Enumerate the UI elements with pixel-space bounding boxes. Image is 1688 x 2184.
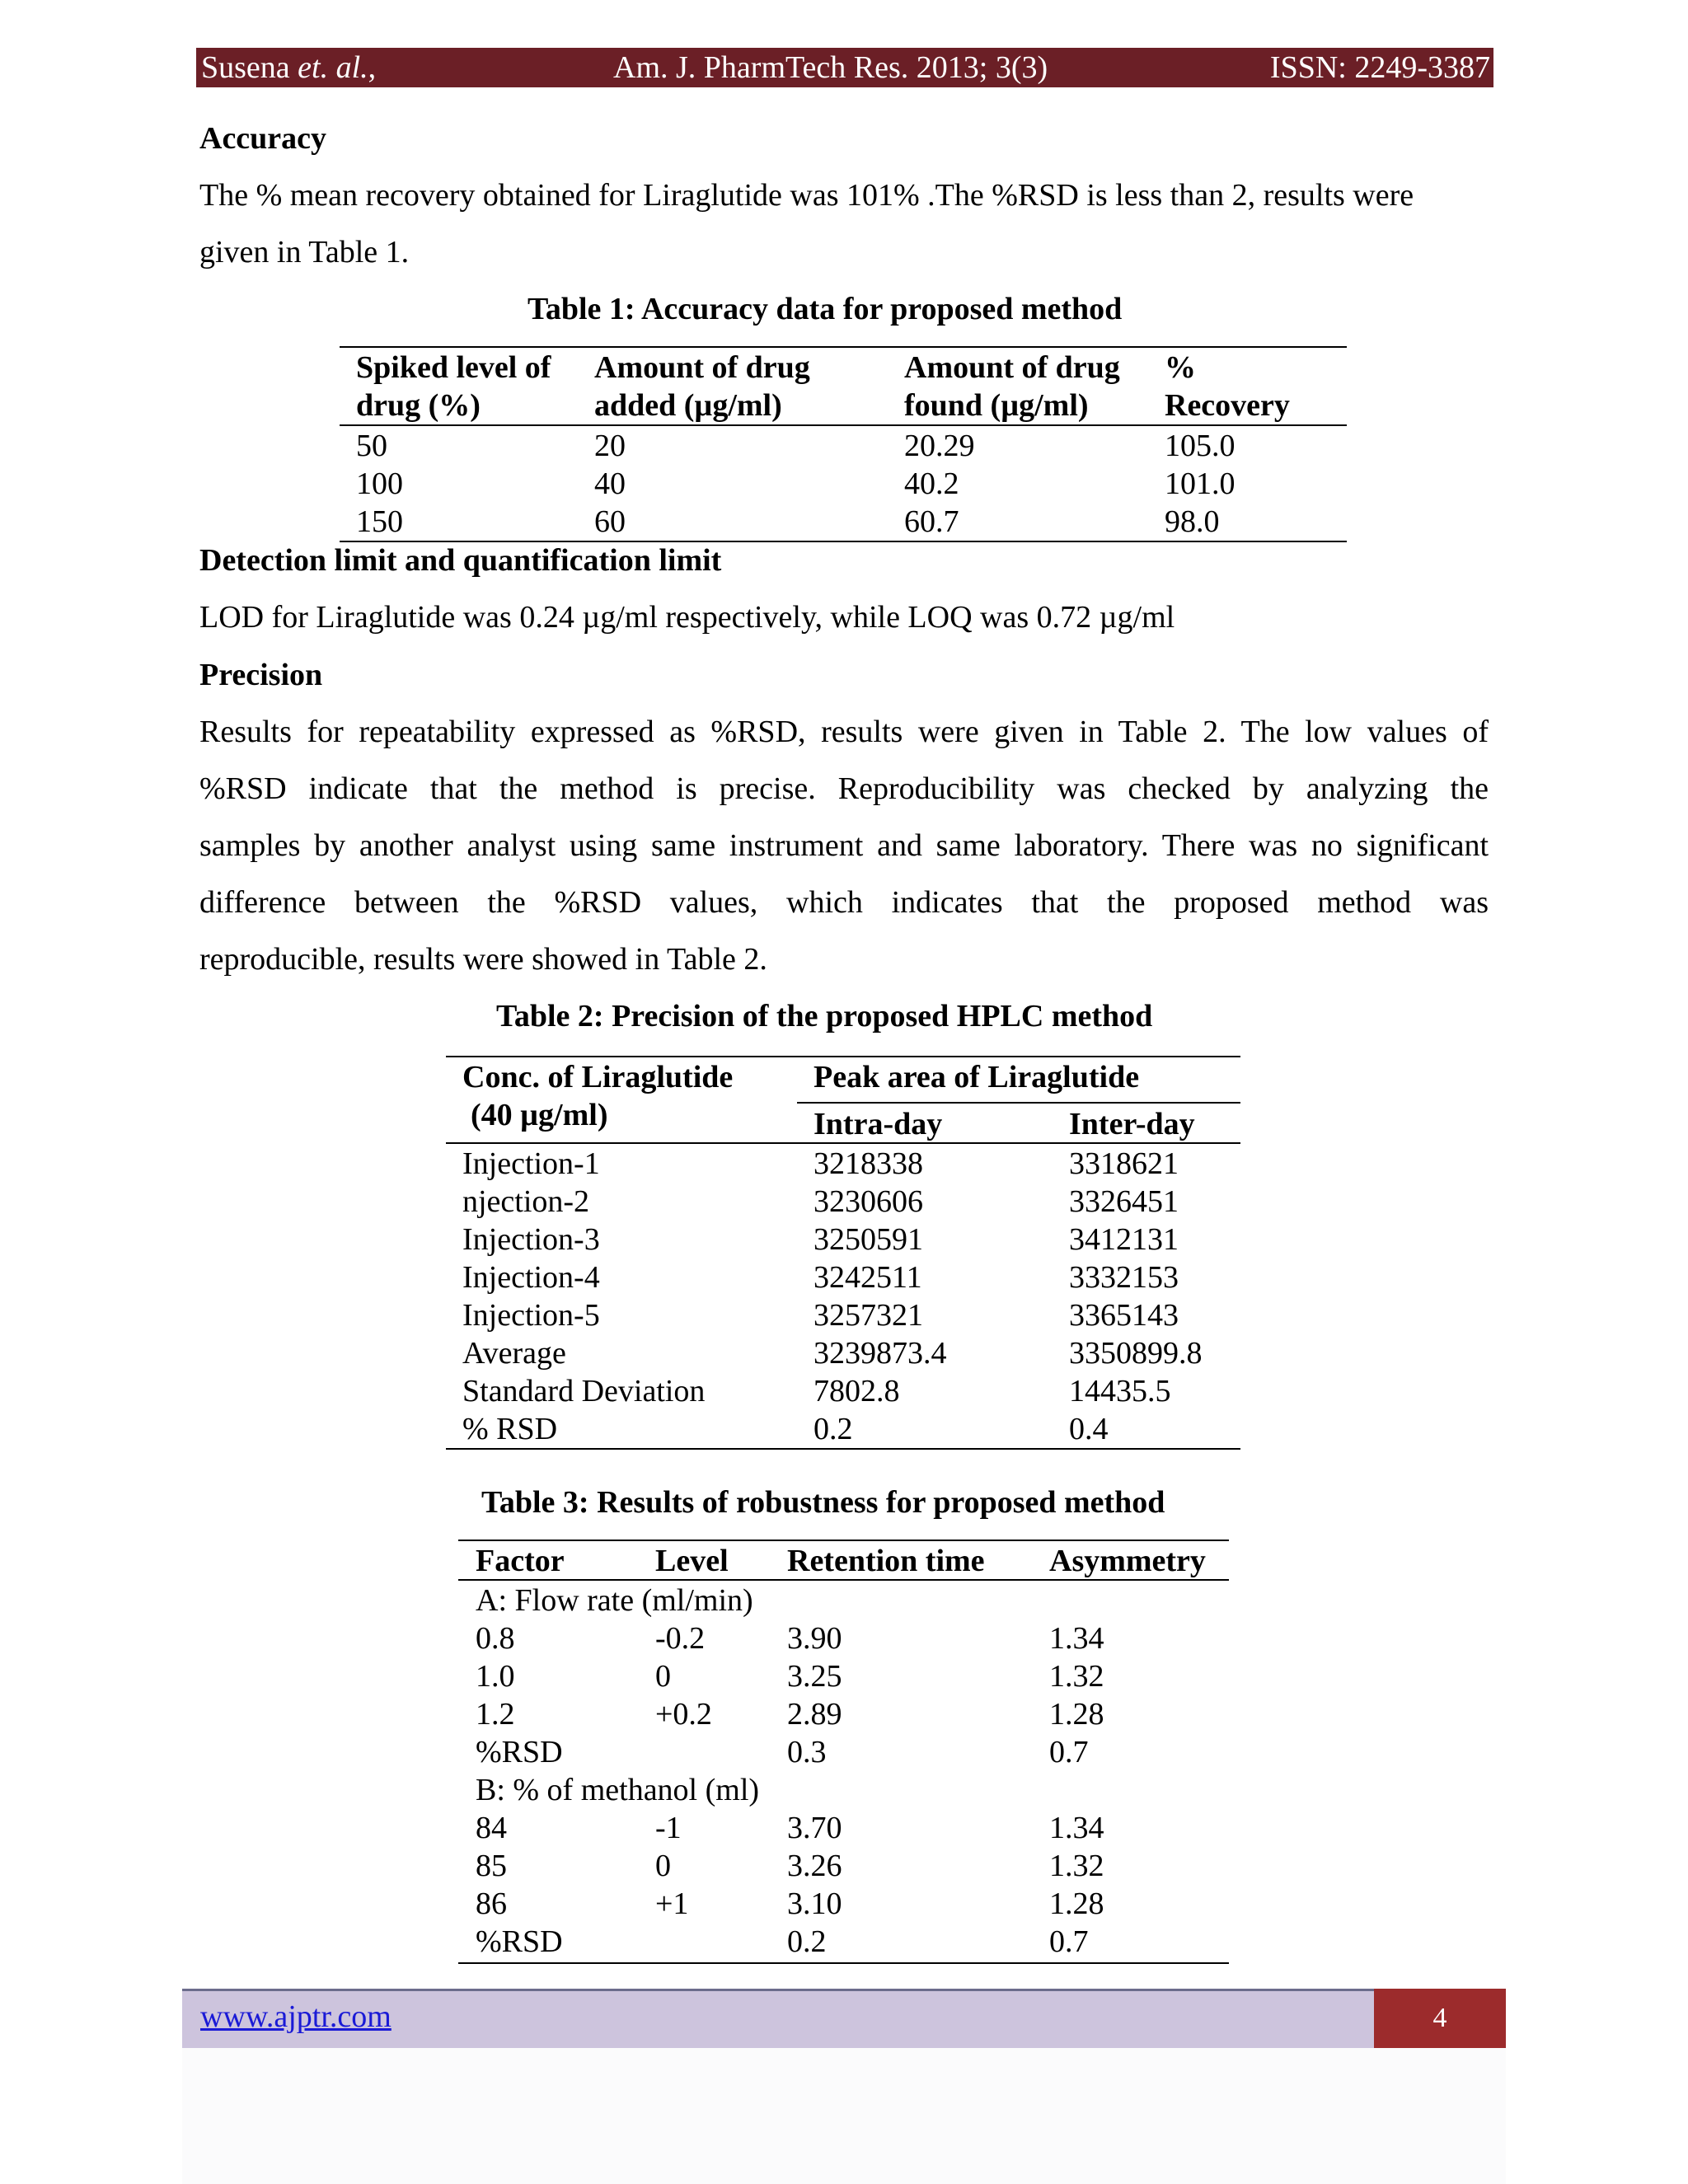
- t2h1a: Conc. of Liraglutide: [462, 1060, 734, 1094]
- table2-row-4-col-3: 3332153: [1069, 1260, 1179, 1295]
- table1-top-rule: [340, 346, 1347, 348]
- header-author-name: Susena: [201, 50, 298, 85]
- table1-header-4: [1165, 349, 1290, 424]
- page-footer: [182, 1989, 1506, 2048]
- table3-a-row-1-col-4: 1.34: [1049, 1621, 1104, 1656]
- detection-text: LOD for Liraglutide was 0.24 µg/ml respectively, while LOQ was 0.72 µg/ml: [199, 600, 1175, 635]
- table3-a-row-2-col-3: 3.25: [787, 1659, 842, 1694]
- table3-a-row-1-col-2: -0.2: [655, 1621, 706, 1656]
- table3-header-retention-time: Retention time: [787, 1544, 985, 1578]
- table3-header-level: Level: [655, 1544, 729, 1578]
- table1-header-1: [356, 349, 551, 424]
- header-author: [201, 49, 376, 86]
- t1h2a: Amount of drug: [594, 350, 810, 385]
- table2-header-conc: [462, 1058, 733, 1134]
- table3-a-row-4-col-4: 0.7: [1049, 1735, 1089, 1769]
- table1-row-1-col-3: 20.29: [904, 429, 975, 463]
- table1-row-2-col-3: 40.2: [904, 466, 959, 501]
- t2h1b: (40 µg/ml): [471, 1098, 608, 1132]
- table2-row-8-col-3: 0.4: [1069, 1412, 1109, 1446]
- table3-a-row-3-col-1: 1.2: [476, 1697, 515, 1732]
- precision-text-line-5: reproducible, results were showed in Table 2.: [199, 942, 767, 977]
- table3-a-row-1-col-3: 3.90: [787, 1621, 842, 1656]
- header-issn: ISSN: 2249-3387: [1269, 50, 1490, 85]
- table3-a-row-4-col-1: %RSD: [476, 1735, 563, 1769]
- table2-row-6-col-1: Average: [462, 1336, 566, 1371]
- table2-row-2-col-2: 3230606: [814, 1184, 923, 1219]
- table3-b-row-1-col-1: 84: [476, 1811, 507, 1845]
- accuracy-text-line-1: The % mean recovery obtained for Liraglutide was 101% .The %RSD is less than 2, results were: [199, 178, 1414, 213]
- table1-row-2-col-1: 100: [356, 466, 403, 501]
- table3-b-row-2-col-2: 0: [655, 1849, 671, 1883]
- table3-b-row-3-col-1: 86: [476, 1886, 507, 1921]
- table1-header-3: [904, 349, 1120, 424]
- table2-row-2-col-3: 3326451: [1069, 1184, 1179, 1219]
- table3-b-row-3-col-3: 3.10: [787, 1886, 842, 1921]
- table1-row-1-col-2: 20: [594, 429, 626, 463]
- precision-text-line-4: difference between the %RSD values, which indicates that the proposed method was: [199, 885, 1489, 920]
- table1-row-2-col-4: 101.0: [1165, 466, 1236, 501]
- footer-url-link[interactable]: www.ajptr.com: [200, 1999, 392, 2034]
- header-etal: et. al.: [298, 50, 368, 85]
- table2-row-3-col-2: 3250591: [814, 1222, 923, 1257]
- table2-row-5-col-1: Injection-5: [462, 1298, 600, 1333]
- table3-a-row-2-col-1: 1.0: [476, 1659, 515, 1694]
- header-comma: ,: [368, 50, 377, 85]
- table1-row-1-col-4: 105.0: [1165, 429, 1236, 463]
- table1-row-2-col-2: 40: [594, 466, 626, 501]
- table2-row-1-col-2: 3218338: [814, 1146, 923, 1181]
- table3-section-a-label: A: Flow rate (ml/min): [476, 1583, 753, 1618]
- table3-section-b-label: B: % of methanol (ml): [476, 1773, 760, 1807]
- table2-row-7-col-3: 14435.5: [1069, 1374, 1171, 1408]
- accuracy-text-line-2: given in Table 1.: [199, 235, 410, 269]
- table2-header-inter-day: Inter-day: [1069, 1107, 1195, 1141]
- t1h3a: Amount of drug: [904, 350, 1120, 385]
- detection-heading: Detection limit and quantification limit: [199, 543, 722, 578]
- table2-row-4-col-2: 3242511: [814, 1260, 922, 1295]
- page-bottom-band: [182, 2048, 1506, 2184]
- table2-row-3-col-3: 3412131: [1069, 1222, 1179, 1257]
- table2-bottom-rule: [446, 1448, 1240, 1450]
- table2-row-2-col-1: njection-2: [462, 1184, 590, 1219]
- table1-header-rule: [340, 424, 1347, 426]
- table2-row-5-col-2: 3257321: [814, 1298, 923, 1333]
- precision-text-line-1: Results for repeatability expressed as %RSD, results were given in Table 2. The low values of: [199, 715, 1489, 749]
- table3-a-row-2-col-2: 0: [655, 1659, 671, 1694]
- accuracy-heading: Accuracy: [199, 121, 327, 156]
- table2-row-6-col-3: 3350899.8: [1069, 1336, 1203, 1371]
- table1-row-1-col-1: 50: [356, 429, 387, 463]
- table2-header-peak-area: Peak area of Liraglutide: [814, 1060, 1140, 1094]
- table2-row-7-col-2: 7802.8: [814, 1374, 900, 1408]
- t1h4b: Recovery: [1165, 388, 1290, 423]
- t1h1b: drug (%): [356, 388, 481, 423]
- precision-text-line-2: %RSD indicate that the method is precise. Reproducibility was checked by analyzing the: [199, 771, 1489, 806]
- table2-caption: Table 2: Precision of the proposed HPLC method: [496, 999, 1153, 1033]
- table1-header-2: [594, 349, 810, 424]
- table2-row-1-col-1: Injection-1: [462, 1146, 600, 1181]
- table3-header-rule: [458, 1579, 1229, 1581]
- t1h1a: Spiked level of: [356, 350, 551, 385]
- table3-a-row-4-col-3: 0.3: [787, 1735, 827, 1769]
- table3-a-row-3-col-4: 1.28: [1049, 1697, 1104, 1732]
- precision-text-line-3: samples by another analyst using same instrument and same laboratory. There was no significant: [199, 828, 1489, 863]
- table3-b-row-1-col-2: -1: [655, 1811, 682, 1845]
- footer-rule: [182, 1989, 1506, 1991]
- table3-header-asymmetry: Asymmetry: [1049, 1544, 1206, 1578]
- table3-b-row-2-col-1: 85: [476, 1849, 507, 1883]
- table1-row-3-col-4: 98.0: [1165, 504, 1220, 539]
- t1h4a: %: [1165, 350, 1196, 385]
- table3-top-rule: [458, 1540, 1229, 1541]
- table3-a-row-2-col-4: 1.32: [1049, 1659, 1104, 1694]
- table3-b-row-2-col-3: 3.26: [787, 1849, 842, 1883]
- table3-b-row-1-col-3: 3.70: [787, 1811, 842, 1845]
- table2-row-6-col-2: 3239873.4: [814, 1336, 947, 1371]
- table2-group-rule: [797, 1102, 1240, 1104]
- table3-a-row-1-col-1: 0.8: [476, 1621, 515, 1656]
- table1-row-3-col-3: 60.7: [904, 504, 959, 539]
- table2-header-intra-day: Intra-day: [814, 1107, 943, 1141]
- page-number: 4: [1374, 1989, 1506, 2048]
- table3-b-row-4-col-1: %RSD: [476, 1924, 563, 1959]
- table2-row-7-col-1: Standard Deviation: [462, 1374, 706, 1408]
- table1-row-3-col-1: 150: [356, 504, 403, 539]
- t1h3b: found (µg/ml): [904, 388, 1089, 423]
- running-header: [196, 48, 1493, 87]
- table2-top-rule: [446, 1056, 1240, 1057]
- table3-b-row-4-col-4: 0.7: [1049, 1924, 1089, 1959]
- table3-b-row-4-col-3: 0.2: [787, 1924, 827, 1959]
- precision-heading: Precision: [199, 658, 323, 692]
- table1-caption: Table 1: Accuracy data for proposed method: [528, 292, 1123, 326]
- table1-row-3-col-2: 60: [594, 504, 626, 539]
- table3-b-row-3-col-2: +1: [655, 1886, 689, 1921]
- table2-header-rule: [446, 1142, 1240, 1144]
- table2-row-3-col-1: Injection-3: [462, 1222, 600, 1257]
- table3-header-factor: Factor: [476, 1544, 565, 1578]
- table3-a-row-3-col-3: 2.89: [787, 1697, 842, 1732]
- table3-a-row-3-col-2: +0.2: [655, 1697, 712, 1732]
- table2-row-1-col-3: 3318621: [1069, 1146, 1179, 1181]
- t1h2b: added (µg/ml): [594, 388, 782, 423]
- table3-bottom-rule: [458, 1962, 1229, 1964]
- table2-row-8-col-1: % RSD: [462, 1412, 558, 1446]
- table3-caption: Table 3: Results of robustness for proposed method: [481, 1485, 1165, 1520]
- table2-row-8-col-2: 0.2: [814, 1412, 853, 1446]
- table3-b-row-1-col-4: 1.34: [1049, 1811, 1104, 1845]
- table3-b-row-3-col-4: 1.28: [1049, 1886, 1104, 1921]
- table3-b-row-2-col-4: 1.32: [1049, 1849, 1104, 1883]
- table2-row-4-col-1: Injection-4: [462, 1260, 600, 1295]
- header-journal: Am. J. PharmTech Res. 2013; 3(3): [613, 50, 1048, 85]
- table2-row-5-col-3: 3365143: [1069, 1298, 1179, 1333]
